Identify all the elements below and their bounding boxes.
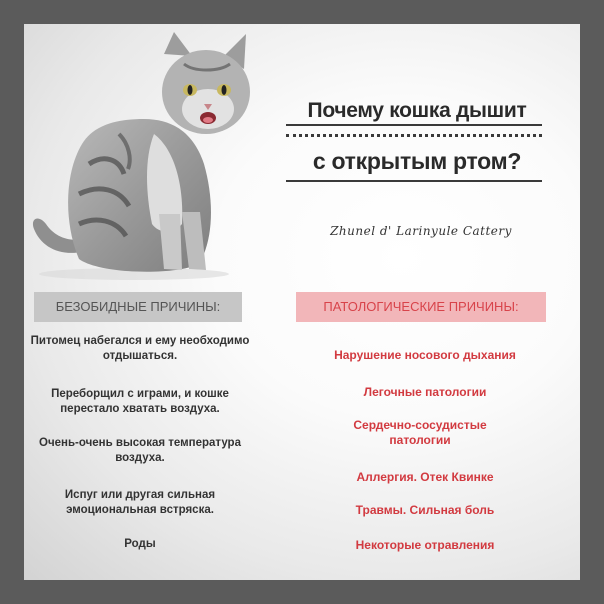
pathological-cause-item: Сердечно-сосудистые патологии	[353, 418, 487, 447]
infographic-card	[24, 24, 580, 580]
title-rule-bottom	[286, 180, 542, 182]
title-rule-top	[286, 124, 542, 126]
pathological-causes-header: ПАТОЛОГИЧЕСКИЕ ПРИЧИНЫ:	[296, 292, 546, 322]
title-line-2: с открытым ртом?	[312, 148, 522, 174]
harmless-cause-item: Роды	[124, 538, 156, 550]
pathological-cause-item: Некоторые отравления	[355, 538, 495, 552]
harmless-cause-item: Питомец набегался и ему необходимо отдышаться.	[30, 335, 250, 362]
title-line-1: Почему кошка дышит	[307, 99, 527, 122]
harmless-cause-item: Испуг или другая сильная эмоциональная встряска.	[64, 489, 216, 516]
pathological-cause-item: Травмы. Сильная боль	[355, 503, 495, 517]
cattery-signature: Zhunel d' Larinyule Cattery	[330, 224, 512, 238]
harmless-causes-header: БЕЗОБИДНЫЕ ПРИЧИНЫ:	[34, 292, 242, 322]
pathological-cause-item: Легочные патологии	[363, 385, 487, 399]
title-rule-dotted	[286, 134, 542, 137]
harmless-cause-item: Переборщил с играми, и кошке перестало хватать воздуха.	[51, 388, 229, 415]
cat-illustration	[24, 24, 264, 284]
harmless-cause-item: Очень-очень высокая температура воздуха.	[39, 437, 241, 464]
pathological-cause-item: Нарушение носового дыхания	[334, 348, 516, 362]
pathological-cause-item: Аллергия. Отек Квинке	[356, 470, 494, 484]
